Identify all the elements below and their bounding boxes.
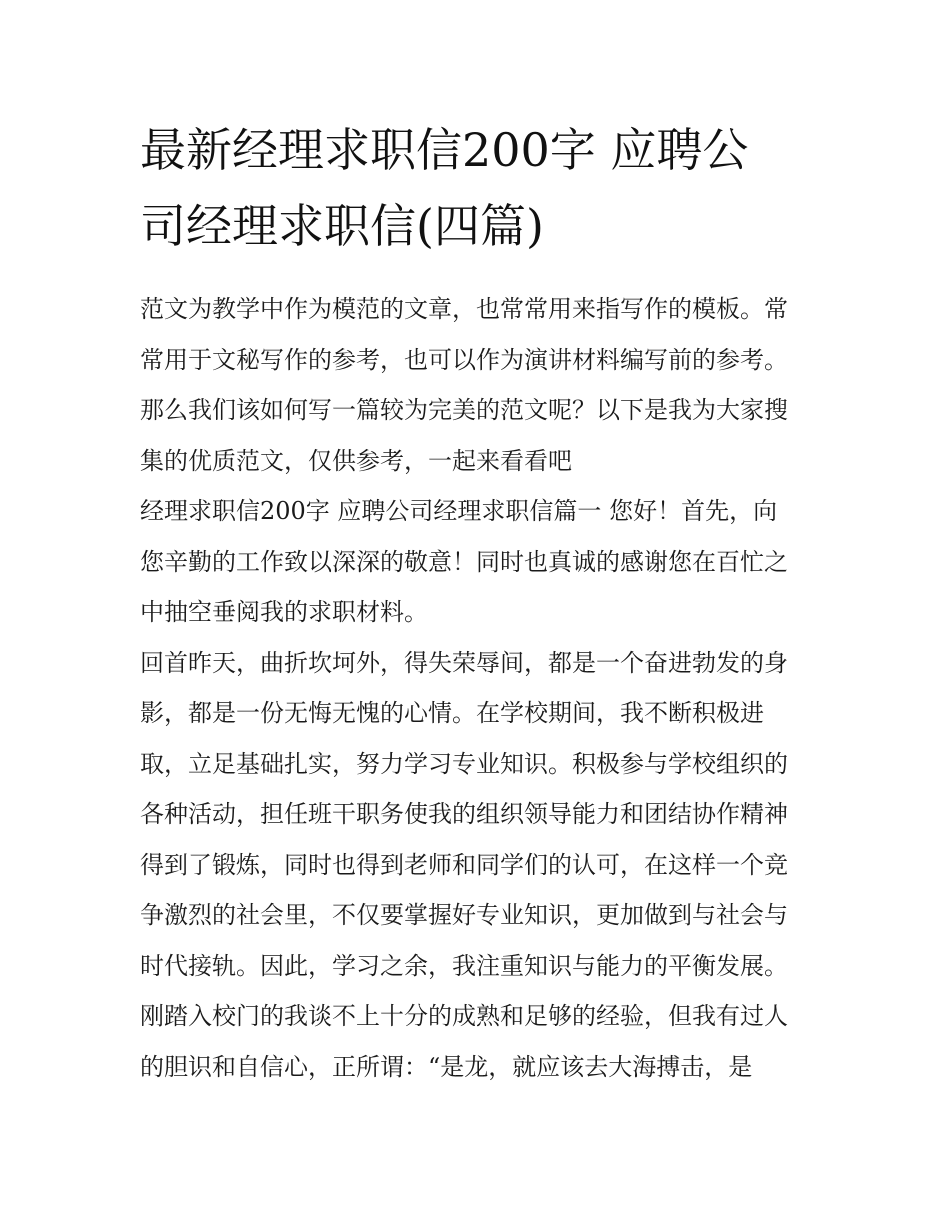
text-line: 影，都是一份无悔无愧的心情。在学校期间，我不断积极进: [140, 699, 764, 727]
text-line: 的胆识和自信心，正所谓：“是龙，就应该去大海搏击，是: [140, 1052, 753, 1081]
intro-paragraph: [140, 284, 812, 486]
title-line: 最新经理求职信200字 应聘公: [140, 123, 749, 177]
title-line: 司经理求职信(四篇): [140, 199, 544, 253]
text-line: 您辛勤的工作致以深深的敬意！同时也真诚的感谢您在百忙之: [140, 547, 788, 576]
text-line: 回首昨天，曲折坎坷外，得失荣辱间，都是一个奋进勃发的身: [140, 648, 788, 677]
document-content: [140, 112, 812, 1092]
text-line: 范文为教学中作为模范的文章，也常常用来指写作的模板。常: [140, 295, 788, 323]
text-line: 时代接轨。因此，学习之余，我注重知识与能力的平衡发展。: [140, 951, 788, 980]
text-line: 各种活动，担任班干职务使我的组织领导能力和团结协作精神: [140, 800, 788, 828]
letter-opening-paragraph: [140, 486, 812, 638]
document-title: [140, 112, 812, 264]
text-line: 刚踏入校门的我谈不上十分的成熟和足够的经验，但我有过人: [140, 1002, 788, 1030]
text-line: 那么我们该如何写一篇较为完美的范文呢？以下是我为大家搜: [140, 396, 788, 424]
text-line: 得到了锻炼，同时也得到老师和同学们的认可，在这样一个竞: [140, 850, 788, 879]
text-line: 取，立足基础扎实，努力学习专业知识。积极参与学校组织的: [140, 749, 788, 778]
text-line: 争激烈的社会里，不仅要掌握好专业知识，更加做到与社会与: [140, 901, 788, 929]
text-line: 集的优质范文，仅供参考，一起来看看吧: [140, 446, 572, 475]
text-line: 经理求职信200字 应聘公司经理求职信篇一 您好！首先，向: [140, 497, 778, 525]
text-line: 中抽空垂阅我的求职材料。: [140, 598, 428, 626]
letter-body-paragraph: [140, 638, 812, 1093]
text-line: 常用于文秘写作的参考，也可以作为演讲材料编写前的参考。: [140, 345, 788, 374]
